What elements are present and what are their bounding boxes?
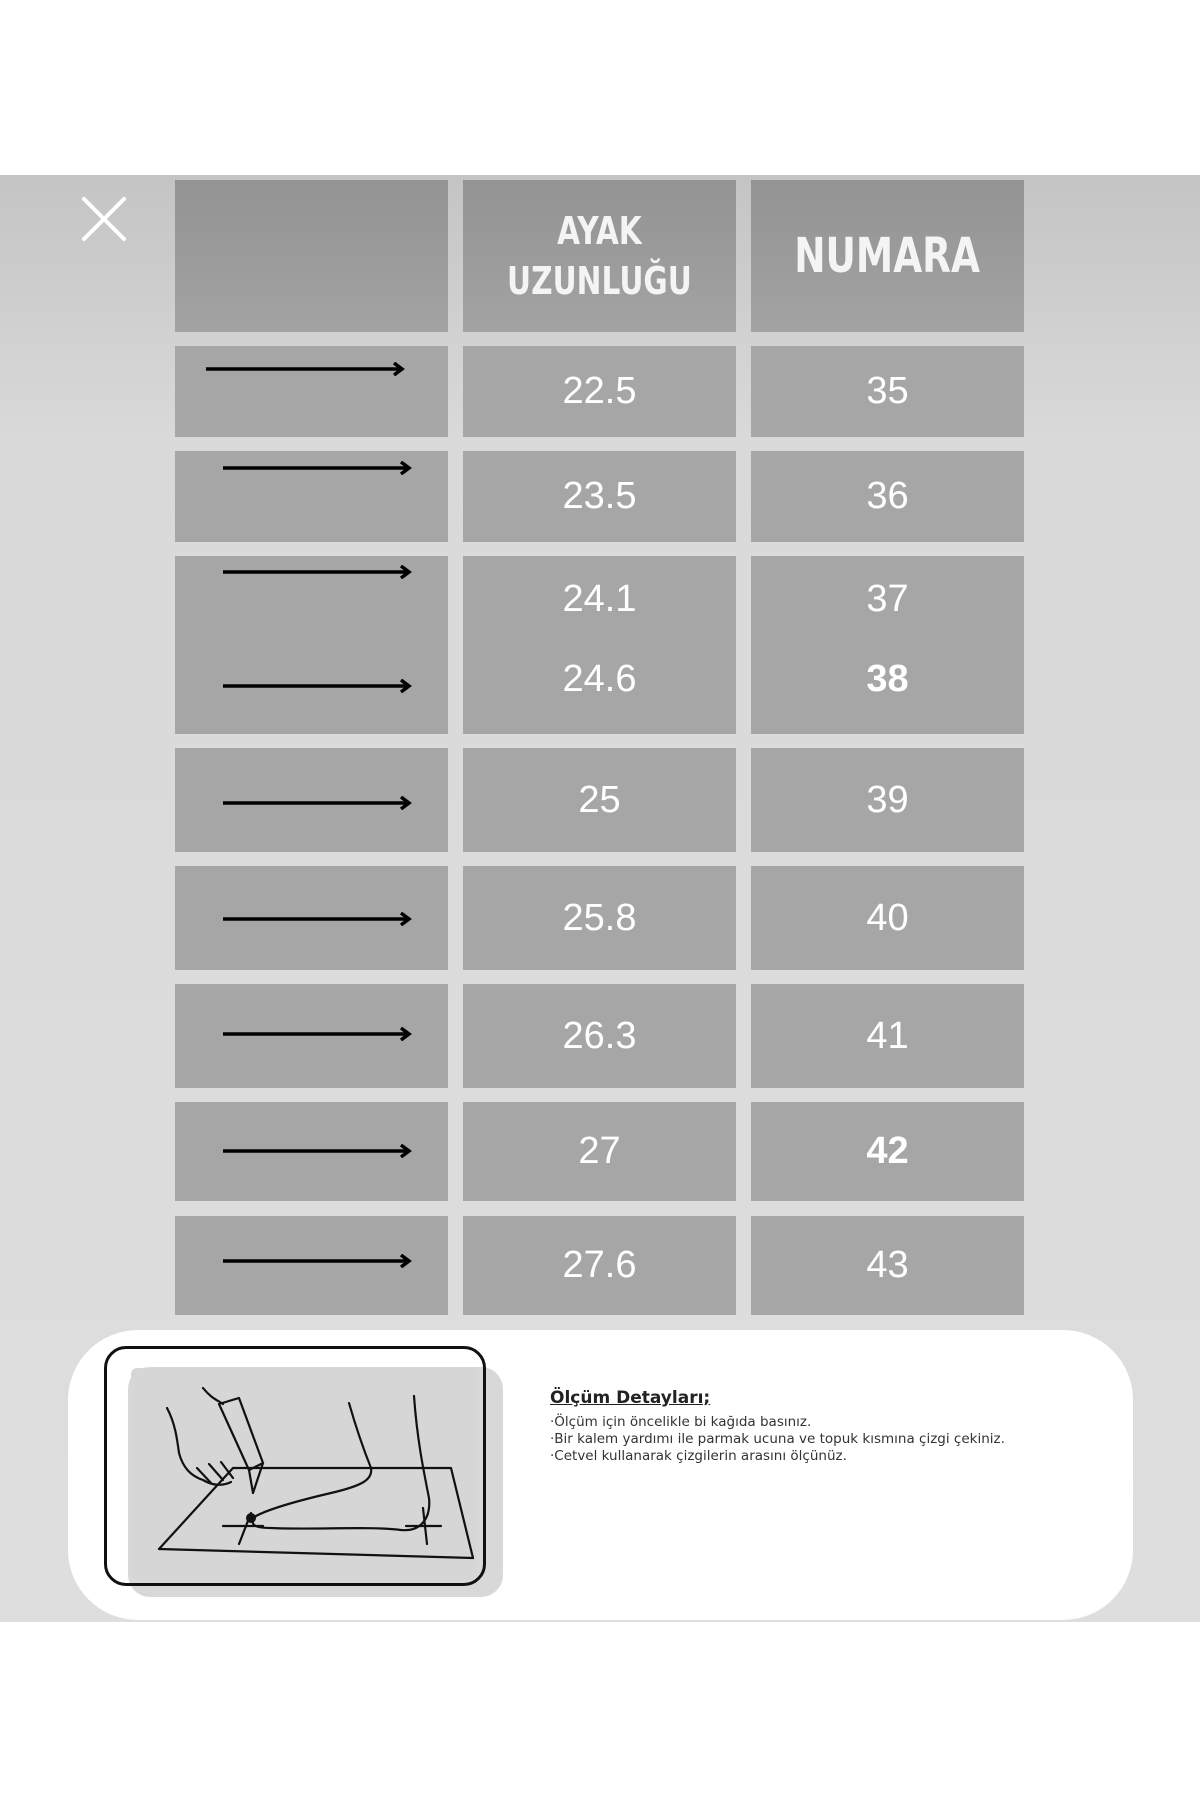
arrow-right-icon (223, 912, 413, 926)
header-size: NUMARA (794, 228, 981, 284)
arrow-cell (175, 1216, 448, 1315)
arrow-cell (175, 984, 448, 1088)
arrow-cell (175, 556, 448, 734)
length-cell: 25 (463, 748, 736, 852)
measurement-step: ·Bir kalem yardımı ile parmak ucuna ve topuk kısmına çizgi çekiniz. (550, 1431, 1005, 1447)
size-cell: 39 (751, 748, 1024, 852)
header-cell-foot-length (463, 180, 736, 332)
arrow-right-icon (223, 796, 413, 810)
size-cell: 43 (751, 1216, 1024, 1315)
close-icon (80, 195, 128, 243)
arrow-cell (175, 346, 448, 437)
length-cell: 26.3 (463, 984, 736, 1088)
arrow-cell (175, 1102, 448, 1201)
length-cell: 24.1 24.6 (463, 556, 736, 734)
arrow-cell (175, 451, 448, 542)
size-cell: 41 (751, 984, 1024, 1088)
size-cell: 37 38 (751, 556, 1024, 734)
header-cell-empty (175, 180, 448, 332)
arrow-right-icon (223, 679, 413, 693)
header-foot-length: AYAK UZUNLUĞU (507, 209, 692, 303)
arrow-right-icon (223, 1027, 413, 1041)
arrow-right-icon (223, 461, 413, 475)
length-cell: 27 (463, 1102, 736, 1201)
arrow-right-icon (223, 1144, 413, 1158)
length-cell: 27.6 (463, 1216, 736, 1315)
arrow-cell (175, 748, 448, 852)
size-cell: 35 (751, 346, 1024, 437)
length-cell: 22.5 (463, 346, 736, 437)
arrow-cell (175, 866, 448, 970)
measurement-info-title: Ölçüm Detayları; (550, 1388, 711, 1408)
size-cell: 36 (751, 451, 1024, 542)
size-cell: 42 (751, 1102, 1024, 1201)
measurement-step: ·Ölçüm için öncelikle bi kağıda basınız. (550, 1414, 812, 1430)
length-cell: 25.8 (463, 866, 736, 970)
size-cell: 40 (751, 866, 1024, 970)
arrow-right-icon (223, 565, 413, 579)
header-cell-size (751, 180, 1024, 332)
close-button[interactable] (80, 195, 128, 243)
arrow-right-icon (223, 1254, 413, 1268)
measurement-info (550, 1388, 1110, 1465)
measurement-step: ·Cetvel kullanarak çizgilerin arasını ölçünüz. (550, 1448, 847, 1464)
length-cell: 23.5 (463, 451, 736, 542)
foot-measuring-illustration-icon (131, 1368, 476, 1580)
arrow-right-icon (206, 362, 406, 376)
